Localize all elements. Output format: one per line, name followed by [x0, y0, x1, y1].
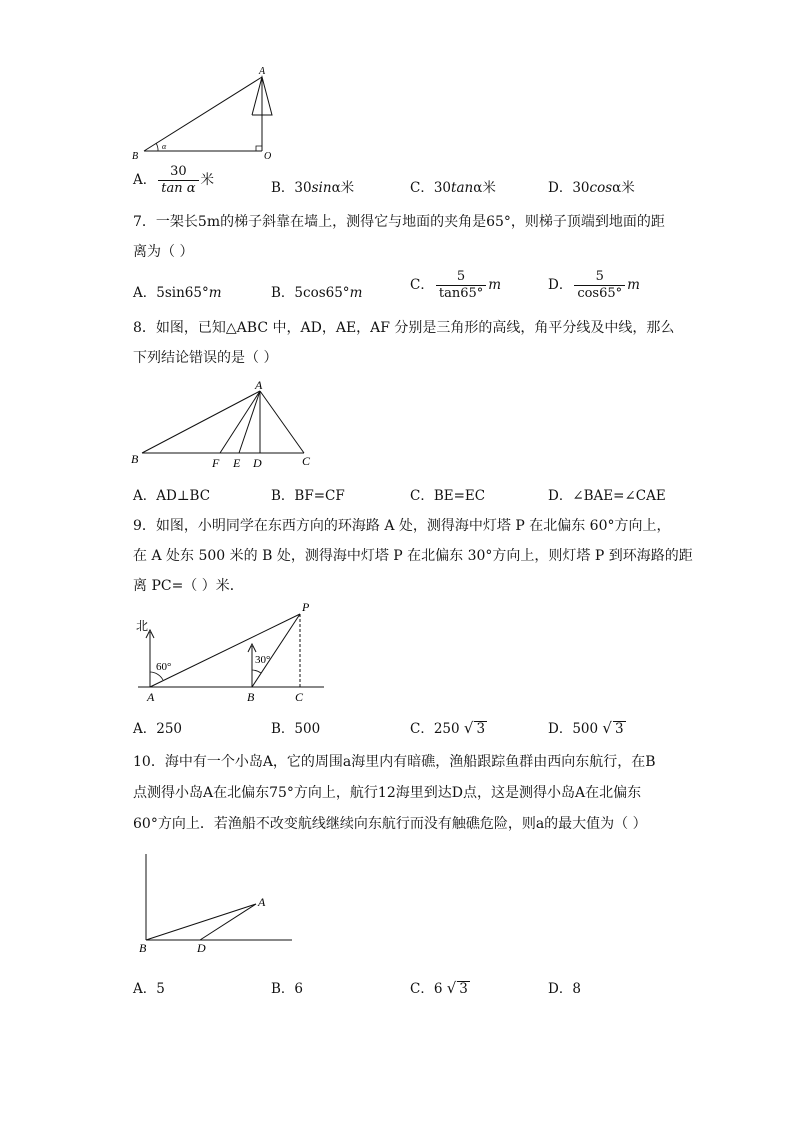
q9-option-c[interactable]: C．250 √ 3 [410, 719, 486, 737]
q8-option-d[interactable]: D．∠BAE=∠CAE [548, 488, 666, 504]
q7-option-b[interactable]: B．5cos65°m [271, 285, 363, 301]
q10-option-d[interactable]: D．8 [548, 981, 581, 997]
q9-label-b: B [247, 690, 255, 704]
q10-option-c[interactable]: C．6 √ 3 [410, 979, 468, 997]
q8-median-af [220, 391, 260, 453]
q8-label-f: F [212, 456, 220, 470]
q6-option-b[interactable]: B．30sinα米 [271, 180, 355, 196]
q9-label-north: 北 [136, 619, 149, 633]
q6-line-ab [144, 77, 262, 151]
q8-stem-line1: 8．如图，已知△ABC 中，AD，AE，AF 分别是三角形的高线，角平分线及中线，那么 [133, 320, 675, 336]
q9-label-p: P [302, 600, 310, 614]
q10-option-b[interactable]: B．6 [271, 981, 304, 997]
q9-stem-line1: 9．如图，小明同学在东西方向的环海路 A 处，测得海中灯塔 P 在北偏东 60°方向上， [133, 518, 671, 534]
q9-line-ap [150, 614, 300, 687]
q10-line-da [200, 904, 256, 940]
q6-label-a: A [259, 66, 266, 77]
q7-option-a[interactable]: A．5sin65°m [133, 285, 222, 301]
q10-stem-line1: 10．海中有一个小岛A，它的周围a海里内有暗礁，渔船跟踪鱼群由西向东航行，在B [133, 754, 656, 770]
q10-label-d: D [197, 941, 206, 955]
q10-label-b: B [139, 941, 147, 955]
q8-label-c: C [302, 454, 311, 468]
q6-angle-arc [156, 143, 158, 151]
q8-label-a: A [255, 378, 263, 392]
q9-label-a: A [147, 690, 155, 704]
q9-label-angle1: 60° [156, 661, 172, 673]
q8-side-ac [260, 391, 304, 453]
q8-label-e: E [233, 456, 241, 470]
q7-option-c[interactable]: C． $\frac{5}{\tan 65^\circ}$ m [410, 269, 502, 301]
q9-line-bp [252, 614, 300, 687]
q8-label-b: B [131, 452, 139, 466]
q10-stem-line3: 60°方向上．若渔船不改变航线继续向东航行而没有触礁危险，则a的最大值为（ ） [133, 816, 647, 832]
q9-option-b[interactable]: B．500 [271, 721, 321, 737]
q9-stem-line2: 在 A 处东 500 米的 B 处，测得海中灯塔 P 在北偏东 30°方向上，则灯塔 P 到环海路的距 [133, 548, 693, 564]
q9-label-angle2: 30° [255, 654, 271, 666]
q6-right-angle [256, 146, 262, 151]
q10-figure [130, 848, 300, 958]
q8-option-a[interactable]: A．AD⊥BC [133, 488, 211, 504]
q6-label-o: O [264, 151, 272, 162]
q8-option-c[interactable]: C．BE=EC [410, 488, 486, 504]
q6-option-c[interactable]: C．30tanα米 [410, 180, 496, 196]
q10-line-ba [146, 904, 256, 940]
q7-option-d[interactable]: D． $\frac{5}{\cos 65^\circ}$ m [548, 269, 640, 301]
q8-option-b[interactable]: B．BF=CF [271, 488, 345, 504]
q9-label-c: C [295, 690, 304, 704]
q6-label-alpha: α [162, 142, 167, 151]
q9-stem-line3: 离 PC=（ ）米． [133, 578, 244, 594]
q6-label-b: B [132, 151, 139, 162]
q8-label-d: D [253, 456, 262, 470]
radical-sign: √ [446, 979, 457, 997]
q6-option-a[interactable]: A． $\frac{30}{\text{tan α}}$ 米 [133, 164, 215, 196]
q10-label-a: A [258, 895, 266, 909]
q8-figure [128, 374, 318, 472]
q7-stem-line1: 7．一架长5m的梯子斜靠在墙上，测得它与地面的夹角是65°，则梯子顶端到地面的距 [133, 214, 665, 230]
q7-stem-line2: 离为（ ） [133, 244, 194, 260]
q9-option-a[interactable]: A．250 [133, 721, 183, 737]
radical-sign: √ [602, 719, 612, 737]
q9-figure [130, 598, 330, 706]
radical-sign: √ [463, 719, 474, 737]
q9-option-d[interactable]: D．500 √ 3 [548, 719, 624, 737]
q6-option-d[interactable]: D．30cosα米 [548, 180, 635, 196]
q8-stem-line2: 下列结论错误的是（ ） [133, 350, 278, 366]
q10-stem-line2: 点测得小岛A在北偏东75°方向上，航行12海里到达D点，这是测得小岛A在北偏东 [133, 785, 642, 801]
q9-angle-arc-b [252, 670, 261, 673]
q6-figure [128, 62, 288, 162]
q9-angle-arc-a [150, 672, 163, 680]
q10-option-a[interactable]: A．5 [133, 981, 165, 997]
